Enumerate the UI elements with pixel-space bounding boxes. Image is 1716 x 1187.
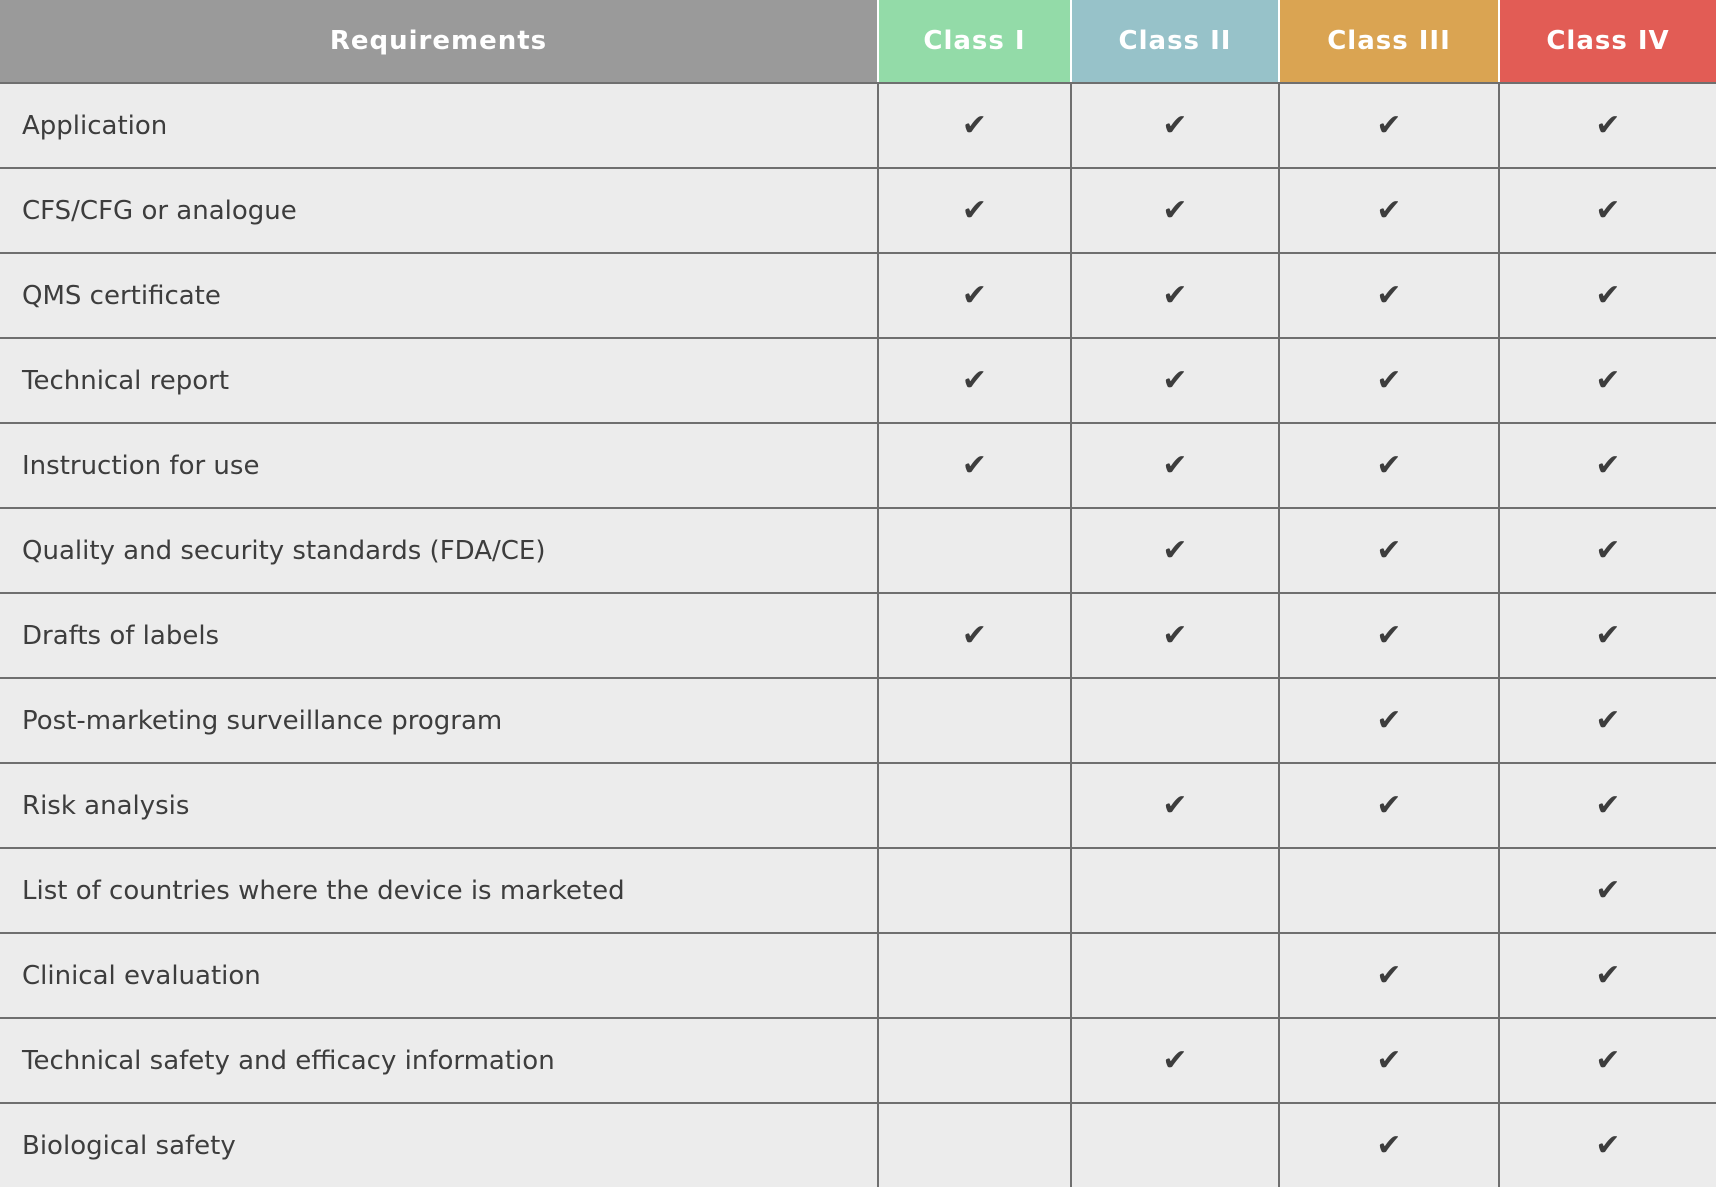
checkmark-icon: ✔	[1162, 107, 1188, 143]
checkmark-icon: ✔	[1595, 787, 1621, 823]
checkmark-icon: ✔	[1595, 957, 1621, 993]
class-3-cell	[1279, 1018, 1499, 1103]
class-3-cell	[1279, 1103, 1499, 1187]
class-3-cell	[1279, 763, 1499, 848]
requirement-label: Post-marketing surveillance program	[0, 678, 878, 763]
checkmark-icon: ✔	[1595, 192, 1621, 228]
class-1-cell	[878, 933, 1071, 1018]
requirement-label: List of countries where the device is marketed	[0, 848, 878, 933]
table-row	[0, 168, 1716, 253]
checkmark-icon: ✔	[1376, 1127, 1402, 1163]
class-4-cell	[1499, 253, 1716, 338]
class-1-cell	[878, 253, 1071, 338]
class-1-cell	[878, 678, 1071, 763]
requirement-label: Drafts of labels	[0, 593, 878, 678]
checkmark-icon: ✔	[961, 362, 988, 398]
class-2-cell	[1071, 83, 1279, 168]
checkmark-icon: ✔	[1162, 617, 1188, 653]
class-3-cell	[1279, 423, 1499, 508]
class-2-cell	[1071, 423, 1279, 508]
checkmark-icon: ✔	[1595, 617, 1621, 653]
class-2-cell	[1071, 933, 1279, 1018]
class-4-cell	[1499, 168, 1716, 253]
checkmark-icon: ✔	[1376, 447, 1402, 483]
requirement-label: Technical safety and efficacy information	[0, 1018, 878, 1103]
checkmark-icon: ✔	[1376, 617, 1402, 653]
class-4-cell	[1499, 83, 1716, 168]
checkmark-icon: ✔	[1376, 1042, 1402, 1078]
header-class-i: Class I	[878, 0, 1071, 83]
class-3-cell	[1279, 338, 1499, 423]
class-4-cell	[1499, 423, 1716, 508]
checkmark-icon: ✔	[1162, 532, 1188, 568]
checkmark-icon: ✔	[1376, 277, 1402, 313]
table-row	[0, 1103, 1716, 1187]
class-1-cell	[878, 423, 1071, 508]
class-1-cell	[878, 508, 1071, 593]
class-2-cell	[1071, 168, 1279, 253]
class-1-cell	[878, 1018, 1071, 1103]
class-2-cell	[1071, 508, 1279, 593]
checkmark-icon: ✔	[1595, 277, 1621, 313]
class-4-cell	[1499, 593, 1716, 678]
class-2-cell	[1071, 1103, 1279, 1187]
checkmark-icon: ✔	[1376, 532, 1402, 568]
checkmark-icon: ✔	[1595, 107, 1621, 143]
checkmark-icon: ✔	[1162, 1042, 1188, 1078]
checkmark-icon: ✔	[961, 617, 988, 653]
checkmark-icon: ✔	[1162, 192, 1188, 228]
checkmark-icon: ✔	[1595, 872, 1621, 908]
class-2-cell	[1071, 338, 1279, 423]
checkmark-icon: ✔	[1376, 362, 1402, 398]
class-2-cell	[1071, 593, 1279, 678]
checkmark-icon: ✔	[961, 277, 988, 313]
checkmark-icon: ✔	[1376, 787, 1402, 823]
class-1-cell	[878, 1103, 1071, 1187]
checkmark-icon: ✔	[1595, 1127, 1621, 1163]
checkmark-icon: ✔	[1162, 787, 1188, 823]
checkmark-icon: ✔	[1595, 447, 1621, 483]
requirement-label: Quality and security standards (FDA/CE)	[0, 508, 878, 593]
class-1-cell	[878, 848, 1071, 933]
requirement-label: Application	[0, 83, 878, 168]
header-class-iv: Class IV	[1499, 0, 1716, 83]
class-1-cell	[878, 338, 1071, 423]
requirement-label: Clinical evaluation	[0, 933, 878, 1018]
class-4-cell	[1499, 678, 1716, 763]
checkmark-icon: ✔	[961, 107, 988, 143]
header-class-iii: Class III	[1279, 0, 1499, 83]
checkmark-icon: ✔	[961, 447, 988, 483]
checkmark-icon: ✔	[1595, 1042, 1621, 1078]
class-1-cell	[878, 763, 1071, 848]
class-4-cell	[1499, 1103, 1716, 1187]
table-row	[0, 593, 1716, 678]
checkmark-icon: ✔	[1376, 702, 1402, 738]
requirement-label: CFS/CFG or analogue	[0, 168, 878, 253]
header-class-ii: Class II	[1071, 0, 1279, 83]
table-row	[0, 933, 1716, 1018]
checkmark-icon: ✔	[1595, 362, 1621, 398]
class-3-cell	[1279, 253, 1499, 338]
class-4-cell	[1499, 933, 1716, 1018]
header-requirements: Requirements	[0, 0, 878, 83]
class-3-cell	[1279, 508, 1499, 593]
checkmark-icon: ✔	[1376, 107, 1402, 143]
table-body	[0, 83, 1716, 1187]
table-row	[0, 508, 1716, 593]
class-1-cell	[878, 83, 1071, 168]
checkmark-icon: ✔	[1595, 702, 1621, 738]
table-row	[0, 1018, 1716, 1103]
class-1-cell	[878, 593, 1071, 678]
table-row	[0, 253, 1716, 338]
table-header-row	[0, 0, 1716, 83]
table-row	[0, 678, 1716, 763]
class-2-cell	[1071, 1018, 1279, 1103]
checkmark-icon: ✔	[961, 192, 988, 228]
requirement-label: Biological safety	[0, 1103, 878, 1187]
requirement-label: Technical report	[0, 338, 878, 423]
class-1-cell	[878, 168, 1071, 253]
table-row	[0, 763, 1716, 848]
class-2-cell	[1071, 763, 1279, 848]
class-2-cell	[1071, 678, 1279, 763]
checkmark-icon: ✔	[1162, 362, 1188, 398]
class-4-cell	[1499, 1018, 1716, 1103]
class-4-cell	[1499, 338, 1716, 423]
table-row	[0, 423, 1716, 508]
class-4-cell	[1499, 508, 1716, 593]
table-row	[0, 83, 1716, 168]
requirement-label: QMS certificate	[0, 253, 878, 338]
checkmark-icon: ✔	[1595, 532, 1621, 568]
checkmark-icon: ✔	[1162, 447, 1188, 483]
class-3-cell	[1279, 933, 1499, 1018]
class-3-cell	[1279, 168, 1499, 253]
class-3-cell	[1279, 593, 1499, 678]
class-4-cell	[1499, 763, 1716, 848]
table-row	[0, 338, 1716, 423]
class-2-cell	[1071, 848, 1279, 933]
class-3-cell	[1279, 83, 1499, 168]
requirement-label: Risk analysis	[0, 763, 878, 848]
checkmark-icon: ✔	[1376, 192, 1402, 228]
class-3-cell	[1279, 848, 1499, 933]
class-4-cell	[1499, 848, 1716, 933]
checkmark-icon: ✔	[1376, 957, 1402, 993]
table-row	[0, 848, 1716, 933]
class-2-cell	[1071, 253, 1279, 338]
class-3-cell	[1279, 678, 1499, 763]
requirement-label: Instruction for use	[0, 423, 878, 508]
checkmark-icon: ✔	[1162, 277, 1188, 313]
